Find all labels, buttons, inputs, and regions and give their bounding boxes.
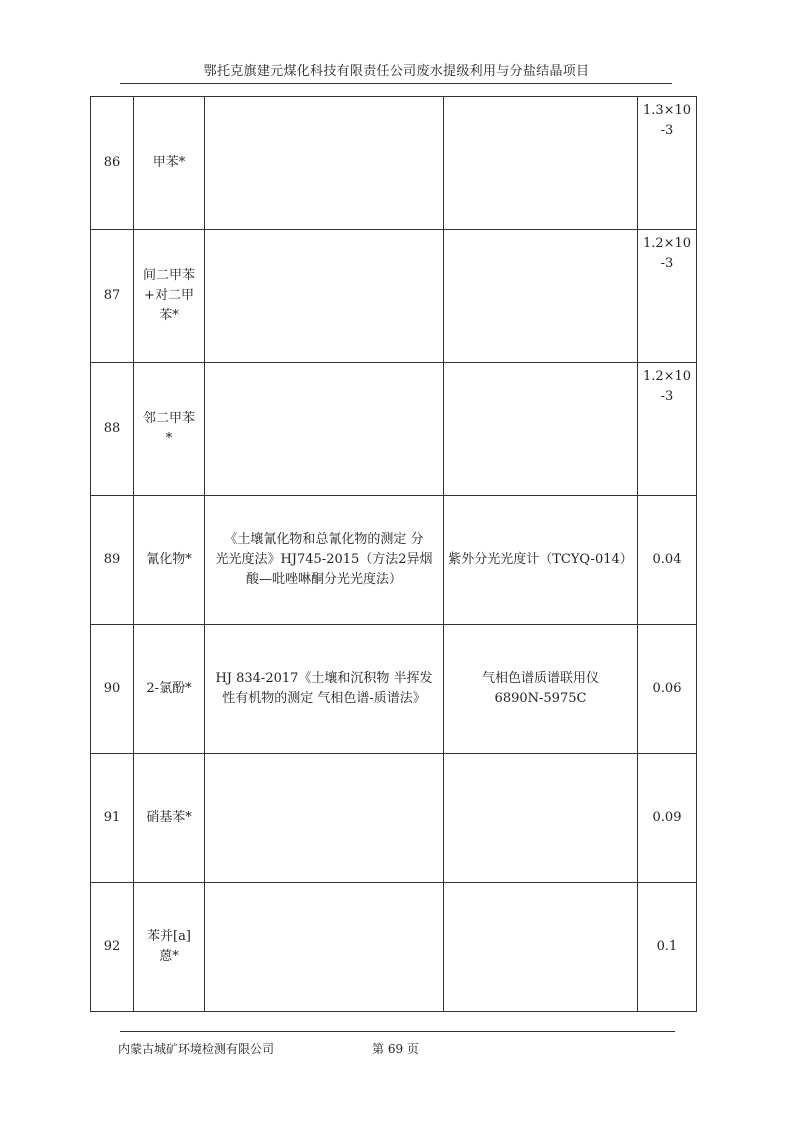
- row-number: 88: [91, 363, 134, 496]
- row-number: 89: [91, 496, 134, 625]
- instrument-name: [444, 754, 638, 883]
- row-number: 87: [91, 230, 134, 363]
- detection-methods-table: [90, 96, 697, 1012]
- analysis-method: [205, 230, 444, 363]
- detection-limit: 0.09: [638, 754, 697, 883]
- footer-company: 内蒙古城矿环境检测有限公司: [118, 1042, 275, 1056]
- analysis-method: [205, 754, 444, 883]
- analyte-name: 2-氯酚*: [134, 625, 205, 754]
- table-row: [91, 97, 697, 230]
- instrument-name: [444, 97, 638, 230]
- instrument-name: 紫外分光光度计（TCYQ-014）: [444, 496, 638, 625]
- row-number: 91: [91, 754, 134, 883]
- analysis-method: [205, 363, 444, 496]
- analysis-method: 《土壤氰化物和总氰化物的测定 分 光光度法》HJ745-2015（方法2异烟 酸—吡唑啉酮分光光度法）: [205, 496, 444, 625]
- row-number: 86: [91, 97, 134, 230]
- row-number: 90: [91, 625, 134, 754]
- detection-limit: 1.2×10 -3: [638, 363, 697, 496]
- detection-limit: 1.3×10 -3: [638, 97, 697, 230]
- analysis-method: [205, 883, 444, 1012]
- instrument-name: 气相色谱质谱联用仪 6890N-5975C: [444, 625, 638, 754]
- analyte-name: 氰化物*: [134, 496, 205, 625]
- analyte-name: 间二甲苯 +对二甲 苯*: [134, 230, 205, 363]
- analysis-method: HJ 834-2017《土壤和沉积物 半挥发 性有机物的测定 气相色谱-质谱法》: [205, 625, 444, 754]
- instrument-name: [444, 230, 638, 363]
- page-header-title: 鄂托克旗建元煤化科技有限责任公司废水提级利用与分盐结晶项目: [203, 64, 590, 79]
- detection-limit: 0.06: [638, 625, 697, 754]
- page-number: 第 69 页: [372, 1042, 419, 1056]
- detection-limit: 0.04: [638, 496, 697, 625]
- analysis-method: [205, 97, 444, 230]
- detection-limit: 1.2×10 -3: [638, 230, 697, 363]
- table-row: [91, 230, 697, 363]
- table-row: [91, 625, 697, 754]
- table-row: [91, 496, 697, 625]
- table-row: [91, 754, 697, 883]
- instrument-name: [444, 883, 638, 1012]
- footer-divider: [120, 1031, 675, 1032]
- detection-limit: 0.1: [638, 883, 697, 1012]
- table-row: [91, 363, 697, 496]
- table-row: [91, 883, 697, 1012]
- analyte-name: 硝基苯*: [134, 754, 205, 883]
- analyte-name: 甲苯*: [134, 97, 205, 230]
- analyte-name: 苯并[a] 蒽*: [134, 883, 205, 1012]
- analyte-name: 邻二甲苯 *: [134, 363, 205, 496]
- instrument-name: [444, 363, 638, 496]
- row-number: 92: [91, 883, 134, 1012]
- header-divider: [120, 83, 672, 84]
